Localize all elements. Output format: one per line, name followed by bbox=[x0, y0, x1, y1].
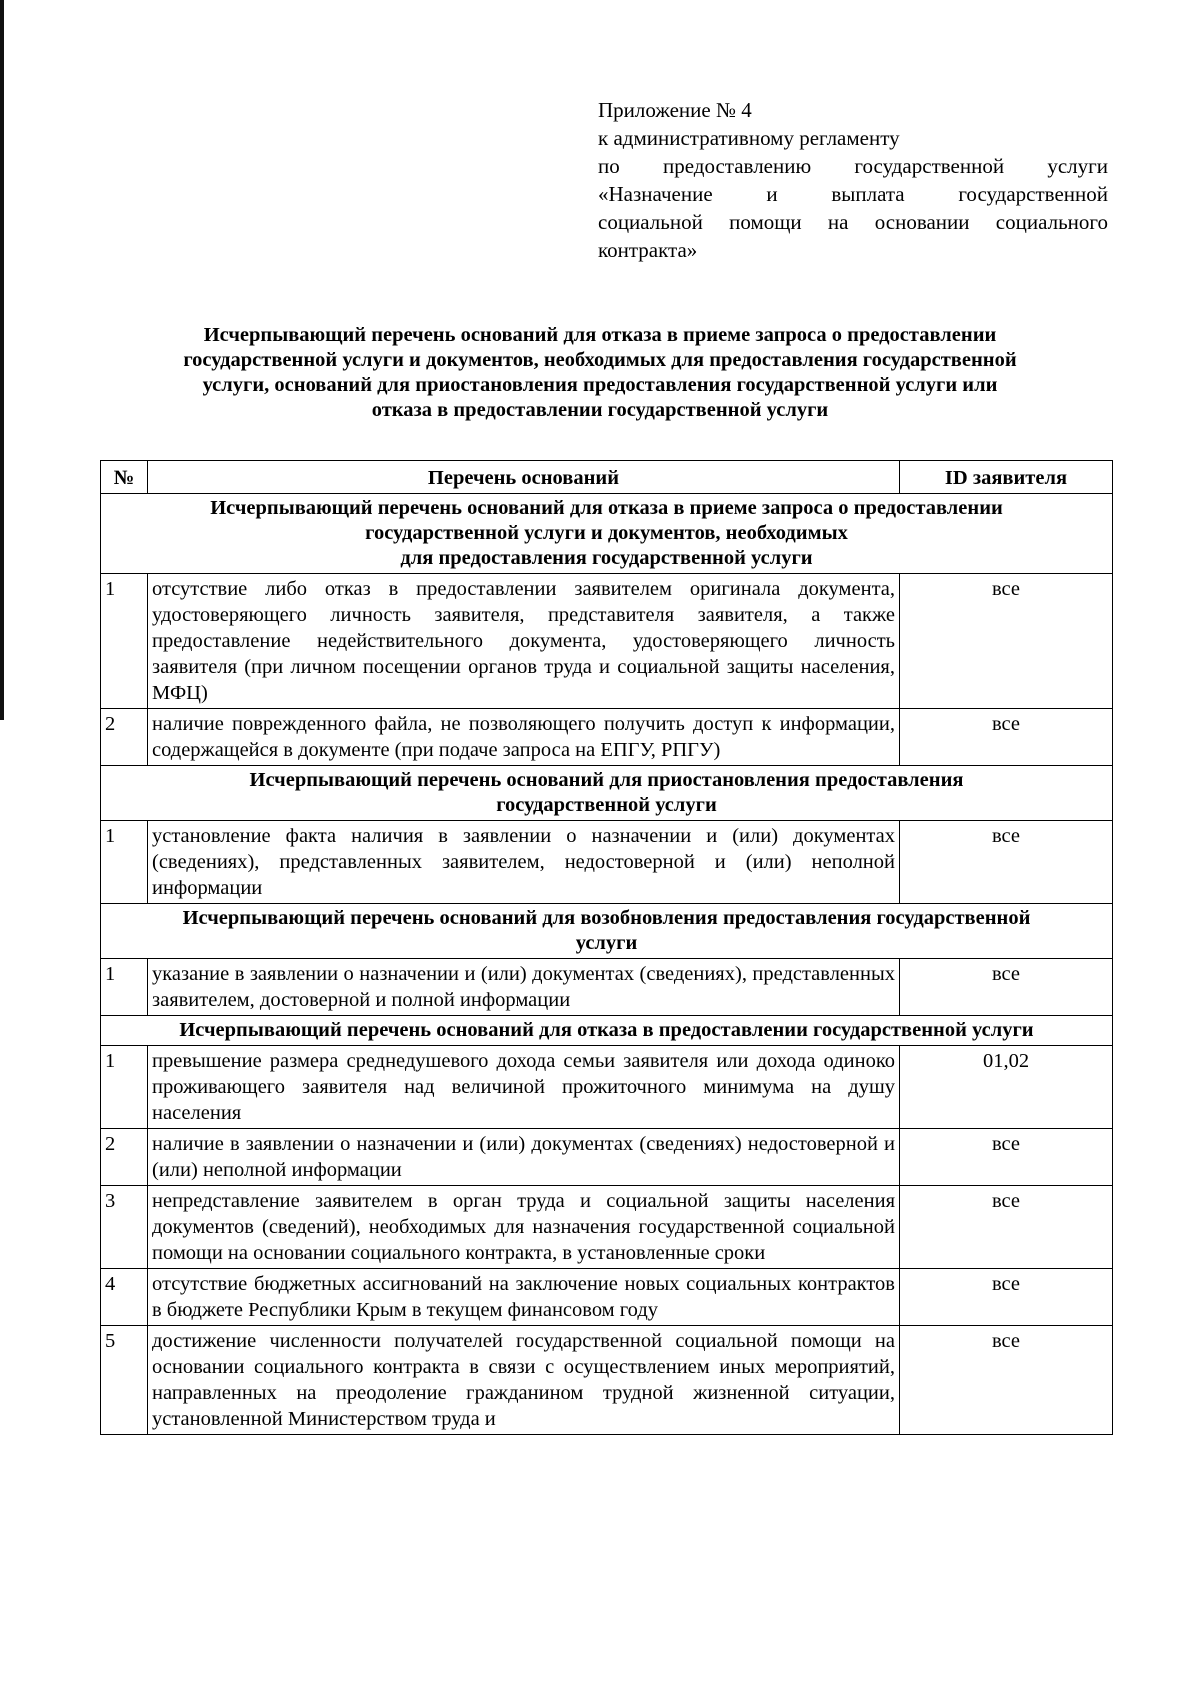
row-number: 1 bbox=[101, 574, 148, 709]
row-applicant-id: все bbox=[900, 709, 1113, 766]
appendix-line: контракта» bbox=[598, 238, 698, 262]
section-title-line: Исчерпывающий перечень оснований для отказа в приеме запроса о предоставлении bbox=[210, 497, 1003, 519]
section-title-line: Исчерпывающий перечень оснований для возобновления предоставления государственной bbox=[182, 907, 1031, 929]
appendix-number: Приложение № 4 bbox=[598, 98, 752, 122]
row-number: 1 bbox=[101, 821, 148, 904]
table-header-row bbox=[101, 461, 1113, 494]
row-ground-text: наличие поврежденного файла, не позволяющего получить доступ к информации, содержащейся в документе (при подаче запроса на ЕПГУ, РПГУ) bbox=[148, 709, 900, 766]
row-ground-text: достижение численности получателей государственной социальной помощи на основании социального контракта в связи с осуществлением иных мероприятий, направленных на преодоление гражданином трудной жизненной ситуации, установленной Министерством труда и bbox=[148, 1326, 900, 1435]
row-number: 3 bbox=[101, 1186, 148, 1269]
title-line: Исчерпывающий перечень оснований для отказа в приеме запроса о предоставлении bbox=[203, 324, 997, 346]
scan-edge-mark bbox=[0, 0, 4, 720]
section-header-row bbox=[101, 904, 1113, 959]
table-row bbox=[101, 1129, 1113, 1186]
section-header-row bbox=[101, 766, 1113, 821]
row-number: 1 bbox=[101, 959, 148, 1016]
section-header-row bbox=[101, 494, 1113, 574]
table-row bbox=[101, 1046, 1113, 1129]
row-applicant-id: все bbox=[900, 1269, 1113, 1326]
row-number: 2 bbox=[101, 709, 148, 766]
appendix-line: по предоставлению государственной услуги bbox=[598, 154, 1108, 178]
row-applicant-id: все bbox=[900, 821, 1113, 904]
title-line: государственной услуги и документов, необходимых для предоставления государственной bbox=[183, 349, 1017, 371]
section-header-row bbox=[101, 1016, 1113, 1046]
row-ground-text: превышение размера среднедушевого дохода семьи заявителя или дохода одиноко проживающего заявителя над величиной прожиточного минимума на душу населения bbox=[148, 1046, 900, 1129]
document-title bbox=[100, 323, 1100, 423]
table-row bbox=[101, 1186, 1113, 1269]
row-applicant-id: все bbox=[900, 574, 1113, 709]
row-applicant-id: все bbox=[900, 1326, 1113, 1435]
table-row bbox=[101, 959, 1113, 1016]
column-header-grounds: Перечень оснований bbox=[148, 461, 900, 494]
row-number: 5 bbox=[101, 1326, 148, 1435]
appendix-line: социальной помощи на основании социального bbox=[598, 210, 1108, 234]
row-number: 1 bbox=[101, 1046, 148, 1129]
column-header-applicant-id: ID заявителя bbox=[900, 461, 1113, 494]
row-ground-text: отсутствие бюджетных ассигнований на заключение новых социальных контрактов в бюджете Республики Крым в текущем финансовом году bbox=[148, 1269, 900, 1326]
row-ground-text: непредставление заявителем в орган труда и социальной защиты населения документов (сведений), необходимых для назначения государственной социальной помощи на основании социального контракта, в установленные сроки bbox=[148, 1186, 900, 1269]
appendix-line: «Назначение и выплата государственной bbox=[598, 182, 1108, 206]
row-number: 4 bbox=[101, 1269, 148, 1326]
section-title-line: Исчерпывающий перечень оснований для приостановления предоставления bbox=[249, 769, 964, 791]
table-row bbox=[101, 574, 1113, 709]
row-ground-text: отсутствие либо отказ в предоставлении заявителем оригинала документа, удостоверяющего личность заявителя, представителя заявителя, а также предоставление недействительного документа, удостоверяющего личность заявителя (при личном посещении органов труда и социальной защиты населения, МФЦ) bbox=[148, 574, 900, 709]
appendix-header bbox=[598, 96, 1108, 264]
section-title-line: для предоставления государственной услуги bbox=[400, 547, 813, 569]
section-title-line: услуги bbox=[575, 932, 638, 954]
row-ground-text: указание в заявлении о назначении и (или) документах (сведениях), представленных заявителем, достоверной и полной информации bbox=[148, 959, 900, 1016]
section-title-refusal-to-accept bbox=[101, 494, 1113, 574]
row-applicant-id: все bbox=[900, 1186, 1113, 1269]
row-ground-text: установление факта наличия в заявлении о назначении и (или) документах (сведениях), представленных заявителем, недостоверной и (или) неполной информации bbox=[148, 821, 900, 904]
section-title-refusal-to-provide bbox=[101, 1016, 1113, 1046]
grounds-table bbox=[100, 460, 1113, 1435]
row-ground-text: наличие в заявлении о назначении и (или) документах (сведениях) недостоверной и (или) неполной информации bbox=[148, 1129, 900, 1186]
section-title-line: государственной услуги и документов, необходимых bbox=[365, 522, 848, 544]
section-title-suspension bbox=[101, 766, 1113, 821]
title-line: отказа в предоставлении государственной услуги bbox=[371, 399, 829, 421]
table-row bbox=[101, 821, 1113, 904]
row-applicant-id: все bbox=[900, 1129, 1113, 1186]
row-applicant-id: 01,02 bbox=[900, 1046, 1113, 1129]
table-row bbox=[101, 709, 1113, 766]
section-title-line: государственной услуги bbox=[496, 794, 717, 816]
table-row bbox=[101, 1326, 1113, 1435]
table-row bbox=[101, 1269, 1113, 1326]
column-header-number: № bbox=[101, 461, 148, 494]
title-line: услуги, оснований для приостановления предоставления государственной услуги или bbox=[202, 374, 998, 396]
row-number: 2 bbox=[101, 1129, 148, 1186]
section-title-line: Исчерпывающий перечень оснований для отказа в предоставлении государственной услуги bbox=[179, 1019, 1034, 1041]
appendix-line: к административному регламенту bbox=[598, 126, 900, 150]
section-title-resumption bbox=[101, 904, 1113, 959]
row-applicant-id: все bbox=[900, 959, 1113, 1016]
